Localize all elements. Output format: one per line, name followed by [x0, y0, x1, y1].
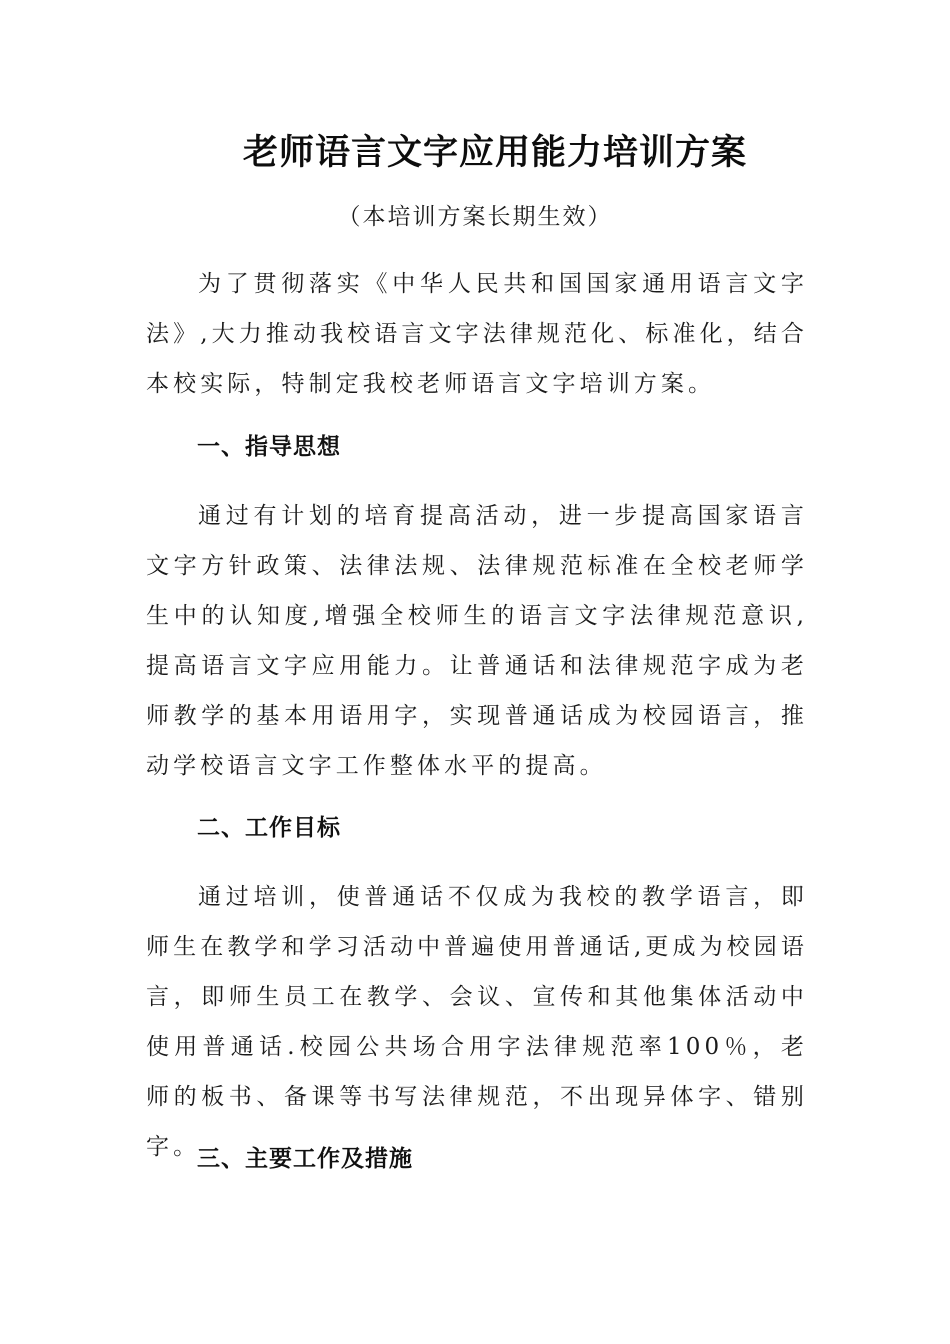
section-heading-work-goals: 二、工作目标: [197, 815, 341, 841]
document-title: 老师语言文字应用能力培训方案: [242, 132, 747, 173]
intro-paragraph: 为了贯彻落实《中华人民共和国国家通用语言文字法》,大力推动我校语言文字法律规范化、标准化，结合本校实际，特制定我校老师语言文字培训方案。: [146, 271, 808, 397]
section-body-guiding-ideology: 通过有计划的培育提高活动，进一步提高国家语言文字方针政策、法律法规、法律规范标准在全校老师学生中的认知度,增强全校师生的语言文字法律规范意识,提高语言文字应用能力。让普通话和法律规范字成为老师教学的基本用语用字，实现普通话成为校园语言，推动学校语言文字工作整体水平的提高。: [146, 503, 808, 779]
section-body-work-goals: 通过培训，使普通话不仅成为我校的教学语言，即师生在教学和学习活动中普遍使用普通话,更成为校园语言，即师生员工在教学、会议、宣传和其他集体活动中使用普通话.校园公共场合用字法律规范率100％，老师的板书、备课等书写法律规范，不出现异体字、错别字。: [146, 884, 808, 1160]
section-heading-guiding-ideology: 一、指导思想: [197, 434, 341, 460]
document-subtitle: （本培训方案长期生效）: [337, 204, 613, 230]
section-heading-main-work: 三、主要工作及措施: [197, 1146, 413, 1172]
